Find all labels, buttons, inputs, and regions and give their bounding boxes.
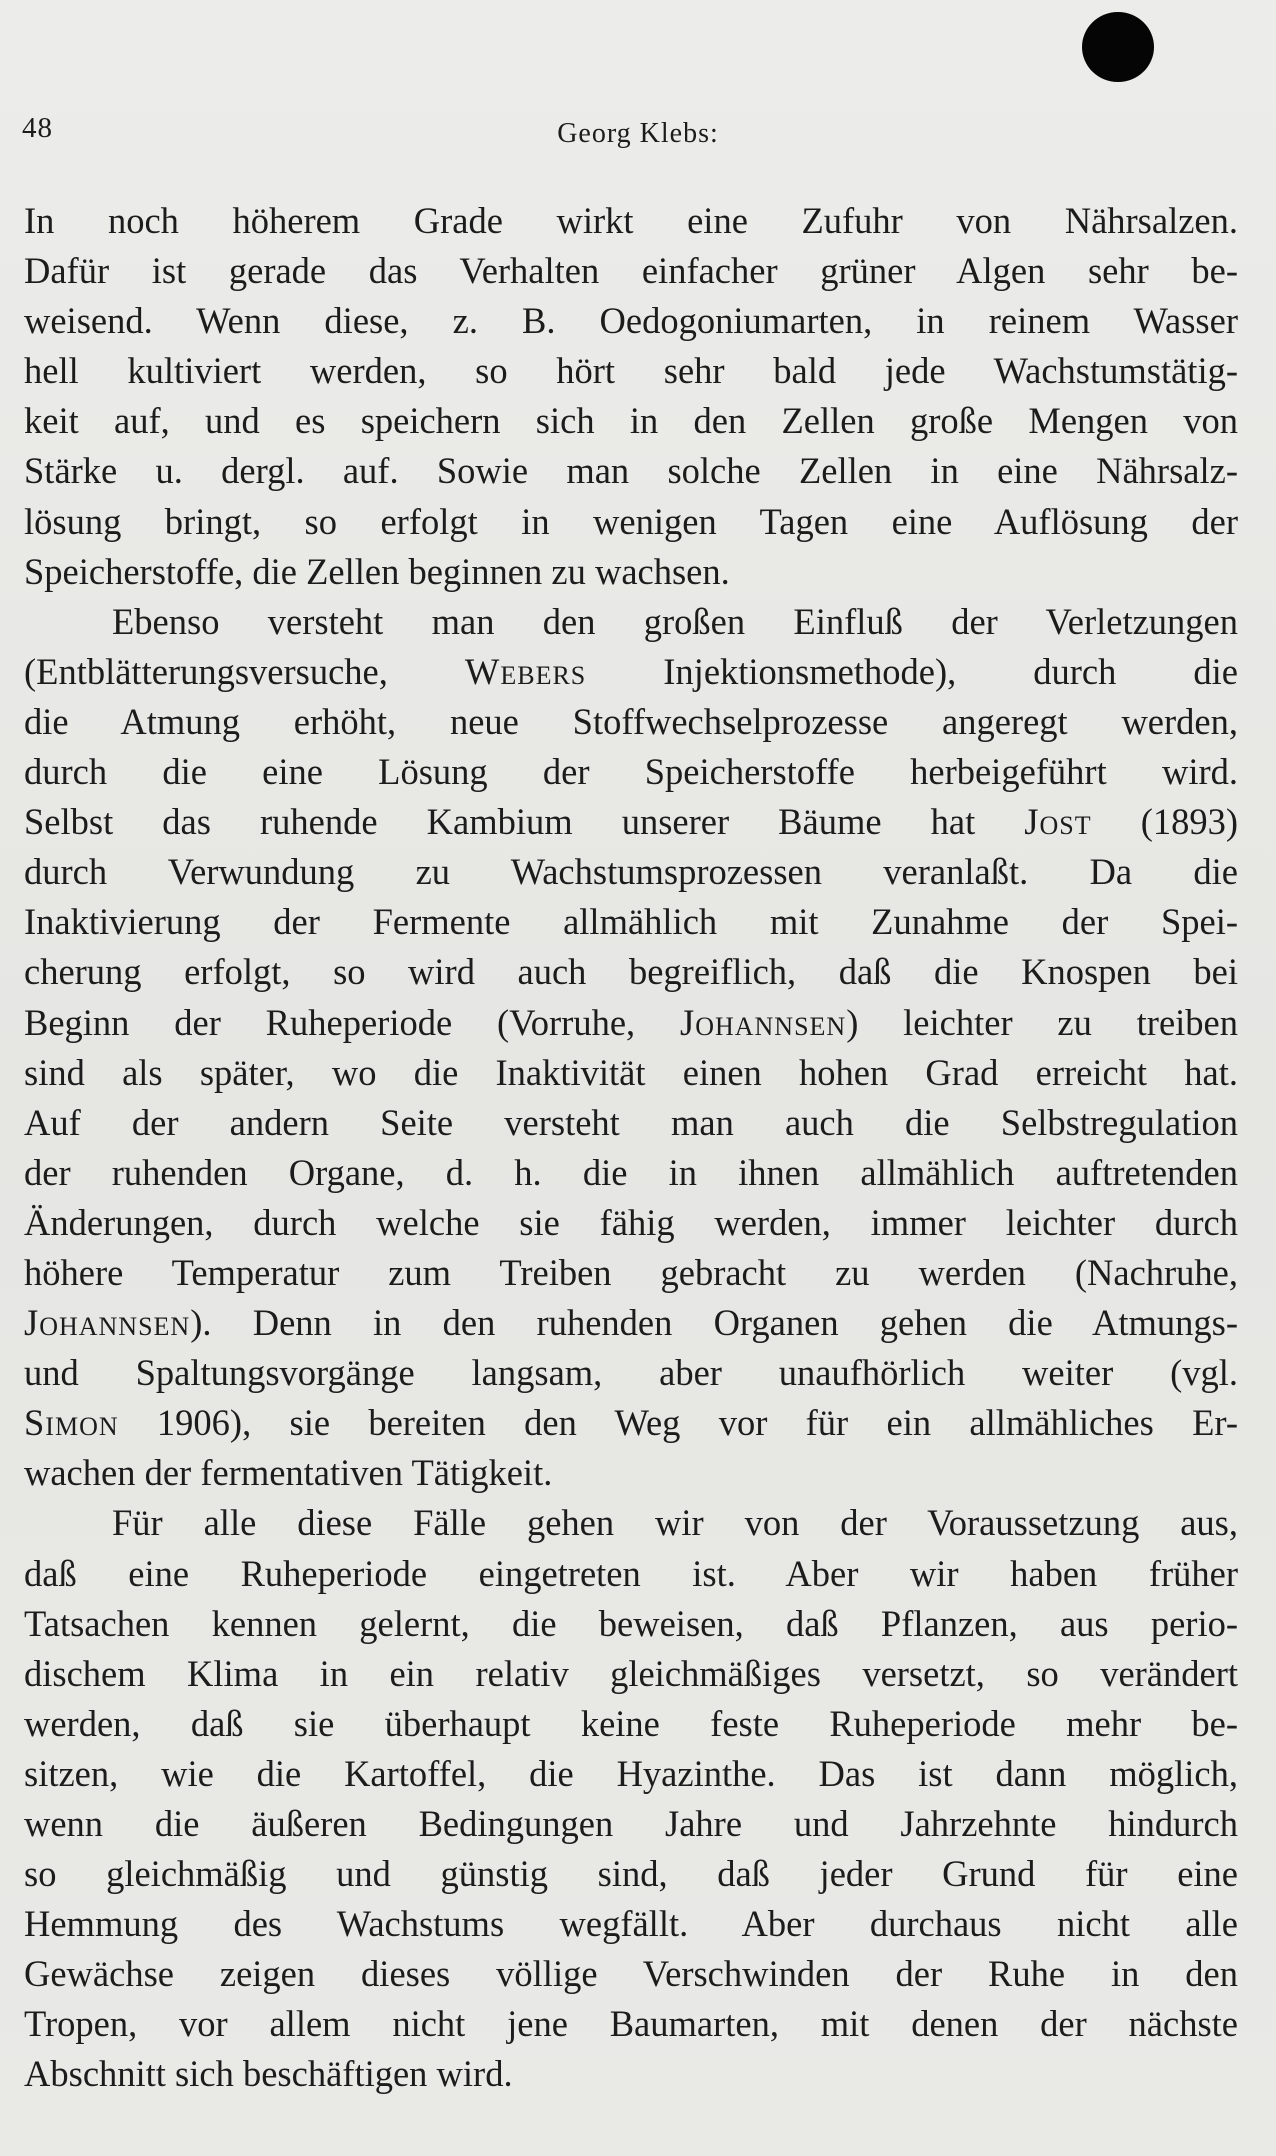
text-line: Hemmung des Wachstums wegfällt. Aber durchaus nicht alle (24, 1903, 1238, 1945)
running-head: Georg Klebs: (557, 118, 719, 149)
text-line: sitzen, wie die Kartoffel, die Hyazinthe. Das ist dann möglich, (24, 1752, 1238, 1794)
text-line: Ebenso versteht man den großen Einfluß der Verletzungen (112, 600, 1238, 642)
text-line: cherung erfolgt, so wird auch begreiflich, daß die Knospen bei (24, 951, 1238, 993)
text-line: daß eine Ruheperiode eingetreten ist. Aber wir haben früher (24, 1552, 1238, 1594)
text-line: (Entblätterungsversuche, Webers Injektionsmethode), durch die (24, 650, 1238, 692)
text-line: die Atmung erhöht, neue Stoffwechselprozesse angeregt werden, (24, 700, 1238, 742)
text-line: Stärke u. dergl. auf. Sowie man solche Zellen in eine Nährsalz- (24, 450, 1238, 492)
text-line: durch Verwundung zu Wachstumsprozessen veranlaßt. Da die (24, 851, 1238, 893)
text-line: Inaktivierung der Fermente allmählich mit Zunahme der Spei- (24, 901, 1238, 943)
page-number: 48 (22, 112, 53, 144)
text-line: wenn die äußeren Bedingungen Jahre und Jahrzehnte hindurch (24, 1803, 1238, 1844)
text-line: dischem Klima in ein relativ gleichmäßiges versetzt, so verändert (24, 1652, 1238, 1694)
text-line: Auf der andern Seite versteht man auch die Selbstregulation (24, 1101, 1238, 1143)
text-line: Beginn der Ruheperiode (Vorruhe, Johannsen) leichter zu treiben (24, 1001, 1238, 1043)
text-line: werden, daß sie überhaupt keine feste Ruheperiode mehr be- (24, 1702, 1238, 1744)
text-line: Dafür ist gerade das Verhalten einfacher grüner Algen sehr be- (24, 250, 1238, 292)
text-line: sind als später, wo die Inaktivität einen hohen Grad erreicht hat. (24, 1051, 1238, 1093)
text-line: Speicherstoffe, die Zellen beginnen zu wachsen. (24, 550, 730, 592)
text-line: so gleichmäßig und günstig sind, daß jeder Grund für eine (24, 1853, 1238, 1895)
text-line: In noch höherem Grade wirkt eine Zufuhr von Nährsalzen. (24, 200, 1238, 241)
page-header (0, 112, 1276, 152)
text-line: der ruhenden Organe, d. h. die in ihnen allmählich auftretenden (24, 1151, 1238, 1193)
text-line: Simon 1906), sie bereiten den Weg vor für ein allmähliches Er- (24, 1402, 1238, 1444)
text-line: Änderungen, durch welche sie fähig werden, immer leichter durch (24, 1201, 1238, 1243)
text-line: Gewächse zeigen dieses völlige Verschwinden der Ruhe in den (24, 1953, 1238, 1995)
text-line: durch die eine Lösung der Speicherstoffe herbeigeführt wird. (24, 751, 1238, 793)
text-line: weisend. Wenn diese, z. B. Oedogoniumarten, in reinem Wasser (24, 300, 1238, 342)
text-line: Selbst das ruhende Kambium unserer Bäume hat Jost (1893) (24, 801, 1238, 843)
body-text (24, 196, 1238, 2100)
text-line: Abschnitt sich beschäftigen wird. (24, 2053, 513, 2095)
text-line: höhere Temperatur zum Treiben gebracht zu werden (Nachruhe, (24, 1251, 1238, 1293)
text-line: lösung bringt, so erfolgt in wenigen Tagen eine Auflösung der (24, 500, 1238, 542)
paragraph (24, 1498, 1238, 2099)
text-line: keit auf, und es speichern sich in den Zellen große Mengen von (24, 400, 1238, 442)
paragraph (24, 196, 1238, 597)
text-line: hell kultiviert werden, so hört sehr bald jede Wachstumstätig- (24, 350, 1238, 392)
text-line: wachen der fermentativen Tätigkeit. (24, 1452, 553, 1494)
punch-hole (1082, 12, 1154, 82)
text-line: Tropen, vor allem nicht jene Baumarten, mit denen der nächste (24, 2003, 1238, 2045)
text-line: Tatsachen kennen gelernt, die beweisen, daß Pflanzen, aus perio- (24, 1602, 1238, 1644)
paragraph (24, 597, 1238, 1499)
text-line: Johannsen). Denn in den ruhenden Organen gehen die Atmungs- (24, 1302, 1238, 1344)
text-line: Für alle diese Fälle gehen wir von der Voraussetzung aus, (112, 1502, 1238, 1544)
text-line: und Spaltungsvorgänge langsam, aber unaufhörlich weiter (vgl. (24, 1352, 1238, 1394)
